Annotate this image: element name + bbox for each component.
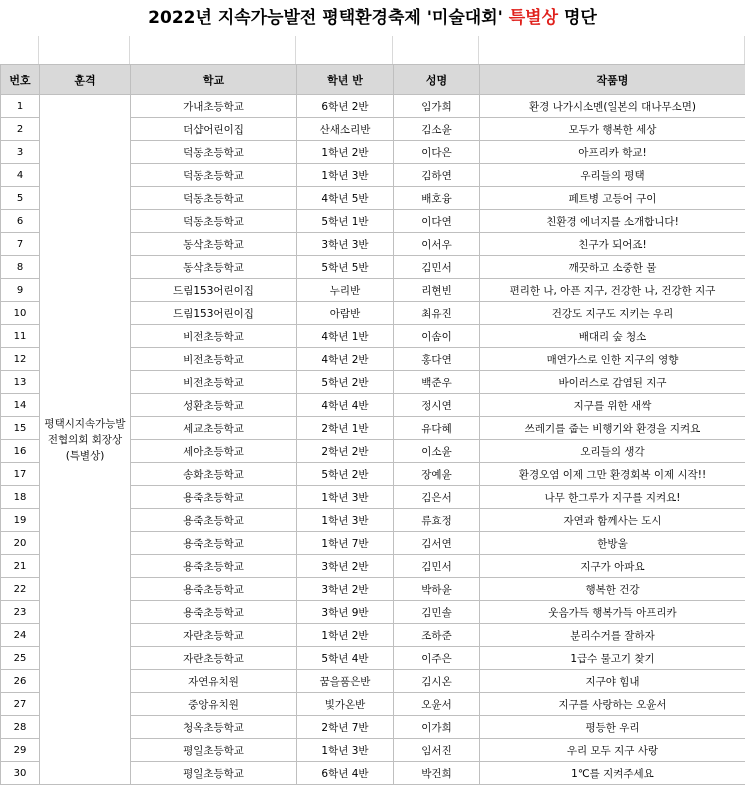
cell-name: 임서진 (394, 739, 480, 762)
cell-name: 유다혜 (394, 417, 480, 440)
cell-school: 용죽초등학교 (131, 578, 297, 601)
cell-work: 모두가 행복한 세상 (480, 118, 745, 141)
cell-school: 가내초등학교 (131, 95, 297, 118)
cell-school: 드림153어린이집 (131, 302, 297, 325)
blank-sheet-row (0, 36, 745, 64)
cell-school: 평일초등학교 (131, 762, 297, 785)
cell-work: 건강도 지구도 지키는 우리 (480, 302, 745, 325)
header-school: 학교 (131, 65, 297, 95)
cell-class: 6학년 4반 (297, 762, 394, 785)
cell-school: 성환초등학교 (131, 394, 297, 417)
cell-work: 자연과 함께사는 도시 (480, 509, 745, 532)
cell-name: 김소윤 (394, 118, 480, 141)
cell-school: 세아초등학교 (131, 440, 297, 463)
cell-school: 덕동초등학교 (131, 187, 297, 210)
cell-name: 박하윤 (394, 578, 480, 601)
cell-school: 자란초등학교 (131, 647, 297, 670)
cell-class: 6학년 2반 (297, 95, 394, 118)
cell-name: 백준우 (394, 371, 480, 394)
cell-work: 1℃를 지켜주세요 (480, 762, 745, 785)
header-class: 학년 반 (297, 65, 394, 95)
cell-number: 12 (1, 348, 40, 371)
header-award: 훈격 (40, 65, 131, 95)
cell-class: 아람반 (297, 302, 394, 325)
cell-number: 3 (1, 141, 40, 164)
cell-school: 용죽초등학교 (131, 509, 297, 532)
cell-number: 15 (1, 417, 40, 440)
cell-school: 덕동초등학교 (131, 210, 297, 233)
cell-number: 11 (1, 325, 40, 348)
cell-class: 4학년 4반 (297, 394, 394, 417)
cell-work: 웃음가득 행복가득 아프리카 (480, 601, 745, 624)
cell-school: 청옥초등학교 (131, 716, 297, 739)
title-suffix: 명단 (563, 8, 597, 28)
cell-class: 5학년 2반 (297, 371, 394, 394)
cell-name: 김민서 (394, 555, 480, 578)
cell-work: 편리한 나, 아픈 지구, 건강한 나, 건강한 지구 (480, 279, 745, 302)
cell-name: 임가희 (394, 95, 480, 118)
cell-name: 이솜이 (394, 325, 480, 348)
cell-class: 4학년 5반 (297, 187, 394, 210)
cell-school: 자연유치원 (131, 670, 297, 693)
cell-class: 1학년 3반 (297, 509, 394, 532)
cell-class: 빛가온반 (297, 693, 394, 716)
cell-school: 용죽초등학교 (131, 601, 297, 624)
cell-name: 정시연 (394, 394, 480, 417)
cell-class: 5학년 4반 (297, 647, 394, 670)
cell-name: 이서우 (394, 233, 480, 256)
cell-number: 27 (1, 693, 40, 716)
cell-number: 5 (1, 187, 40, 210)
cell-class: 3학년 2반 (297, 555, 394, 578)
cell-class: 5학년 5반 (297, 256, 394, 279)
cell-number: 4 (1, 164, 40, 187)
cell-class: 3학년 9반 (297, 601, 394, 624)
table-row (1, 95, 745, 118)
cell-school: 동삭초등학교 (131, 233, 297, 256)
header-name: 성명 (394, 65, 480, 95)
cell-class: 2학년 1반 (297, 417, 394, 440)
cell-work: 행복한 건강 (480, 578, 745, 601)
cell-work: 평등한 우리 (480, 716, 745, 739)
cell-class: 1학년 3반 (297, 164, 394, 187)
cell-class: 1학년 3반 (297, 739, 394, 762)
cell-name: 홍다연 (394, 348, 480, 371)
cell-number: 28 (1, 716, 40, 739)
page-title (0, 0, 745, 36)
cell-name: 김시온 (394, 670, 480, 693)
cell-work: 분리수거를 잘하자 (480, 624, 745, 647)
cell-number: 26 (1, 670, 40, 693)
cell-number: 7 (1, 233, 40, 256)
cell-number: 30 (1, 762, 40, 785)
cell-number: 13 (1, 371, 40, 394)
cell-number: 9 (1, 279, 40, 302)
cell-name: 류효정 (394, 509, 480, 532)
title-highlight: 특별상 (508, 8, 559, 28)
cell-school: 더샵어린이집 (131, 118, 297, 141)
cell-name: 배호융 (394, 187, 480, 210)
cell-name: 이가희 (394, 716, 480, 739)
cell-number: 2 (1, 118, 40, 141)
cell-school: 용죽초등학교 (131, 486, 297, 509)
cell-number: 20 (1, 532, 40, 555)
header-number: 번호 (1, 65, 40, 95)
cell-work: 오리들의 생각 (480, 440, 745, 463)
cell-work: 지구가 아파요 (480, 555, 745, 578)
cell-name: 김민솔 (394, 601, 480, 624)
cell-name: 이다은 (394, 141, 480, 164)
cell-school: 덕동초등학교 (131, 164, 297, 187)
cell-class: 2학년 7반 (297, 716, 394, 739)
cell-work: 지구를 사랑하는 오윤서 (480, 693, 745, 716)
cell-name: 박건희 (394, 762, 480, 785)
cell-work: 친구가 되어죠! (480, 233, 745, 256)
cell-work: 환경오염 이제 그만 환경회복 이제 시작!! (480, 463, 745, 486)
cell-number: 6 (1, 210, 40, 233)
cell-number: 23 (1, 601, 40, 624)
cell-school: 중앙유치원 (131, 693, 297, 716)
table-header-row (1, 65, 745, 95)
cell-work: 1급수 물고기 찾기 (480, 647, 745, 670)
cell-work: 매연가스로 인한 지구의 영향 (480, 348, 745, 371)
cell-class: 4학년 2반 (297, 348, 394, 371)
cell-name: 이소윤 (394, 440, 480, 463)
cell-number: 18 (1, 486, 40, 509)
cell-work: 배대리 숲 청소 (480, 325, 745, 348)
cell-work: 친환경 에너지를 소개합니다! (480, 210, 745, 233)
cell-name: 김민서 (394, 256, 480, 279)
cell-work: 바이러스로 감염된 지구 (480, 371, 745, 394)
cell-work: 쓰레기를 줍는 비행기와 환경을 지켜요 (480, 417, 745, 440)
cell-name: 조하준 (394, 624, 480, 647)
title-prefix: 2022년 지속가능발전 평택환경축제 '미술대회' (148, 8, 503, 28)
cell-class: 3학년 3반 (297, 233, 394, 256)
cell-class: 2학년 2반 (297, 440, 394, 463)
cell-school: 드림153어린이집 (131, 279, 297, 302)
cell-class: 누리반 (297, 279, 394, 302)
table-body (1, 95, 745, 785)
cell-name: 김서연 (394, 532, 480, 555)
cell-number: 22 (1, 578, 40, 601)
cell-name: 장예윤 (394, 463, 480, 486)
header-work: 작품명 (480, 65, 745, 95)
cell-award: 평택시지속가능발전협의회 회장상(특별상) (40, 95, 131, 785)
cell-work: 환경 나가시소멘(일본의 대나무소면) (480, 95, 745, 118)
cell-number: 17 (1, 463, 40, 486)
cell-class: 1학년 7반 (297, 532, 394, 555)
cell-work: 페트병 고등어 구이 (480, 187, 745, 210)
cell-school: 비전초등학교 (131, 348, 297, 371)
cell-work: 우리 모두 지구 사랑 (480, 739, 745, 762)
cell-work: 한방울 (480, 532, 745, 555)
cell-school: 송화초등학교 (131, 463, 297, 486)
cell-number: 24 (1, 624, 40, 647)
cell-school: 덕동초등학교 (131, 141, 297, 164)
cell-work: 우리들의 평택 (480, 164, 745, 187)
cell-class: 1학년 2반 (297, 624, 394, 647)
cell-name: 김은서 (394, 486, 480, 509)
cell-name: 김하연 (394, 164, 480, 187)
cell-class: 5학년 1반 (297, 210, 394, 233)
cell-school: 비전초등학교 (131, 325, 297, 348)
cell-school: 세교초등학교 (131, 417, 297, 440)
cell-school: 비전초등학교 (131, 371, 297, 394)
cell-class: 3학년 2반 (297, 578, 394, 601)
cell-class: 꿈을품은반 (297, 670, 394, 693)
cell-name: 이다연 (394, 210, 480, 233)
cell-name: 최유진 (394, 302, 480, 325)
cell-work: 나무 한그루가 지구를 지켜요! (480, 486, 745, 509)
cell-class: 5학년 2반 (297, 463, 394, 486)
cell-number: 1 (1, 95, 40, 118)
cell-school: 용죽초등학교 (131, 555, 297, 578)
cell-class: 산새소리반 (297, 118, 394, 141)
cell-name: 리현빈 (394, 279, 480, 302)
cell-school: 자란초등학교 (131, 624, 297, 647)
cell-number: 29 (1, 739, 40, 762)
cell-number: 19 (1, 509, 40, 532)
cell-number: 8 (1, 256, 40, 279)
cell-number: 21 (1, 555, 40, 578)
cell-number: 16 (1, 440, 40, 463)
cell-work: 아프리카 학교! (480, 141, 745, 164)
cell-name: 오윤서 (394, 693, 480, 716)
cell-class: 4학년 1반 (297, 325, 394, 348)
award-table (0, 64, 745, 785)
cell-school: 동삭초등학교 (131, 256, 297, 279)
cell-name: 이주은 (394, 647, 480, 670)
cell-work: 지구야 힘내 (480, 670, 745, 693)
cell-number: 25 (1, 647, 40, 670)
cell-class: 1학년 2반 (297, 141, 394, 164)
cell-school: 평일초등학교 (131, 739, 297, 762)
cell-number: 10 (1, 302, 40, 325)
cell-work: 깨끗하고 소중한 물 (480, 256, 745, 279)
cell-work: 지구를 위한 새싹 (480, 394, 745, 417)
cell-school: 용죽초등학교 (131, 532, 297, 555)
cell-class: 1학년 3반 (297, 486, 394, 509)
cell-number: 14 (1, 394, 40, 417)
